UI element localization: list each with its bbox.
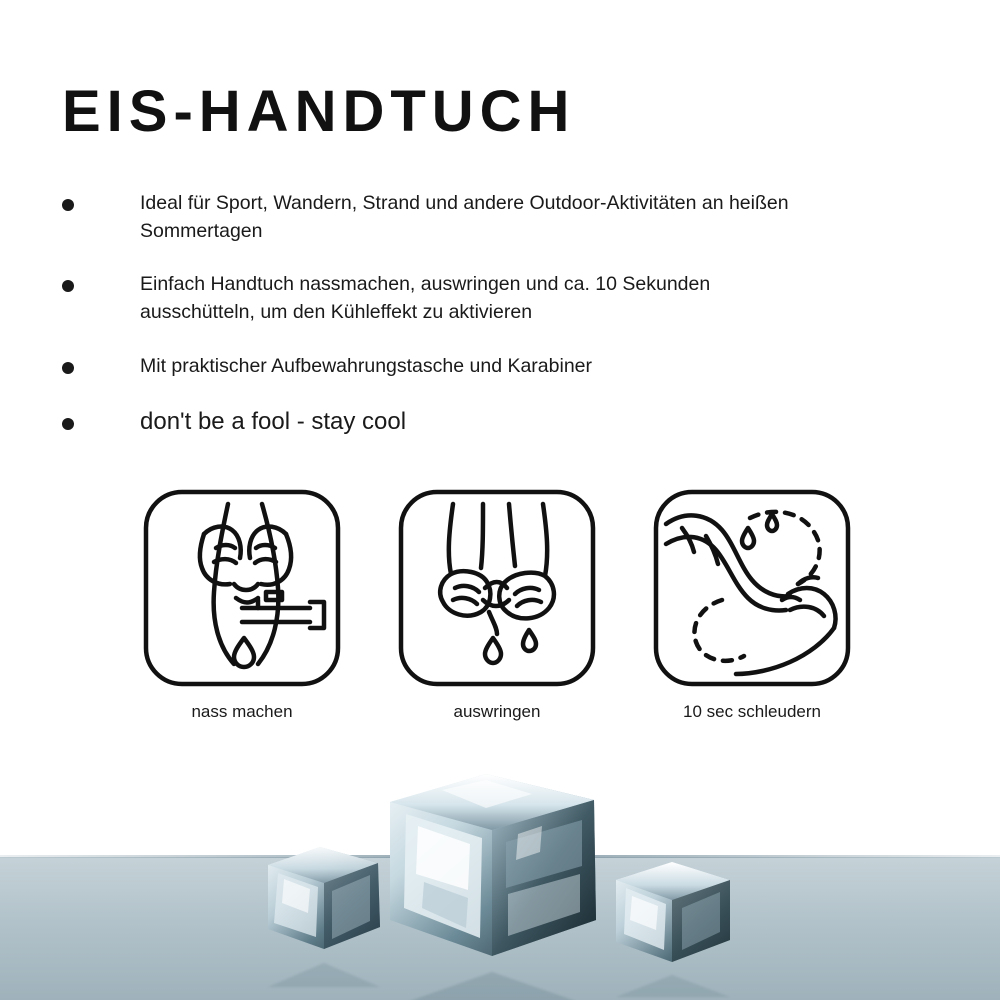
hand-swinging-towel-icon [652,488,852,688]
list-item [62,271,862,326]
bullet-dot-icon [62,280,74,292]
small-right-ice-cube [608,858,738,966]
step-wet-caption: nass machen [191,702,293,721]
bullet-dot-icon [62,362,74,374]
ice-cubes-photo [0,750,1000,1000]
bullet-dot-icon [62,199,74,211]
large-ice-cube [382,770,602,960]
step-swing-caption: 10 sec schleudern [683,702,821,721]
step-wring [383,488,611,722]
usage-steps [128,488,868,722]
page-title: EIS-HANDTUCH [62,79,576,144]
hands-wringing-towel-icon [397,488,597,688]
feature-list [62,190,862,464]
list-item [62,406,862,437]
list-item [62,190,862,245]
step-wet [128,488,356,722]
list-item [62,353,862,381]
hands-under-faucet-icon [142,488,342,688]
bullet-dot-icon [62,418,74,430]
step-wring-caption: auswringen [453,702,541,721]
small-right-ice-cube-reflection [608,960,738,997]
large-ice-cube-reflection [382,953,602,1000]
bullet-tagline-text: don't be a fool - stay cool [140,408,407,436]
step-swing [638,488,866,722]
small-left-ice-cube [258,843,388,953]
bullet-accessories-text: Mit praktischer Aufbewahrungstasche und Karabiner [140,354,593,377]
small-left-ice-cube-reflection [258,948,388,987]
bullet-instructions-text: Einfach Handtuch nassmachen, auswringen und ca. 10 Sekunden ausschütteln, um den Kühleffekt zu aktivieren [140,273,711,324]
bullet-usage-text: Ideal für Sport, Wandern, Strand und andere Outdoor-Aktivitäten an heißen Sommertagen [140,192,789,242]
